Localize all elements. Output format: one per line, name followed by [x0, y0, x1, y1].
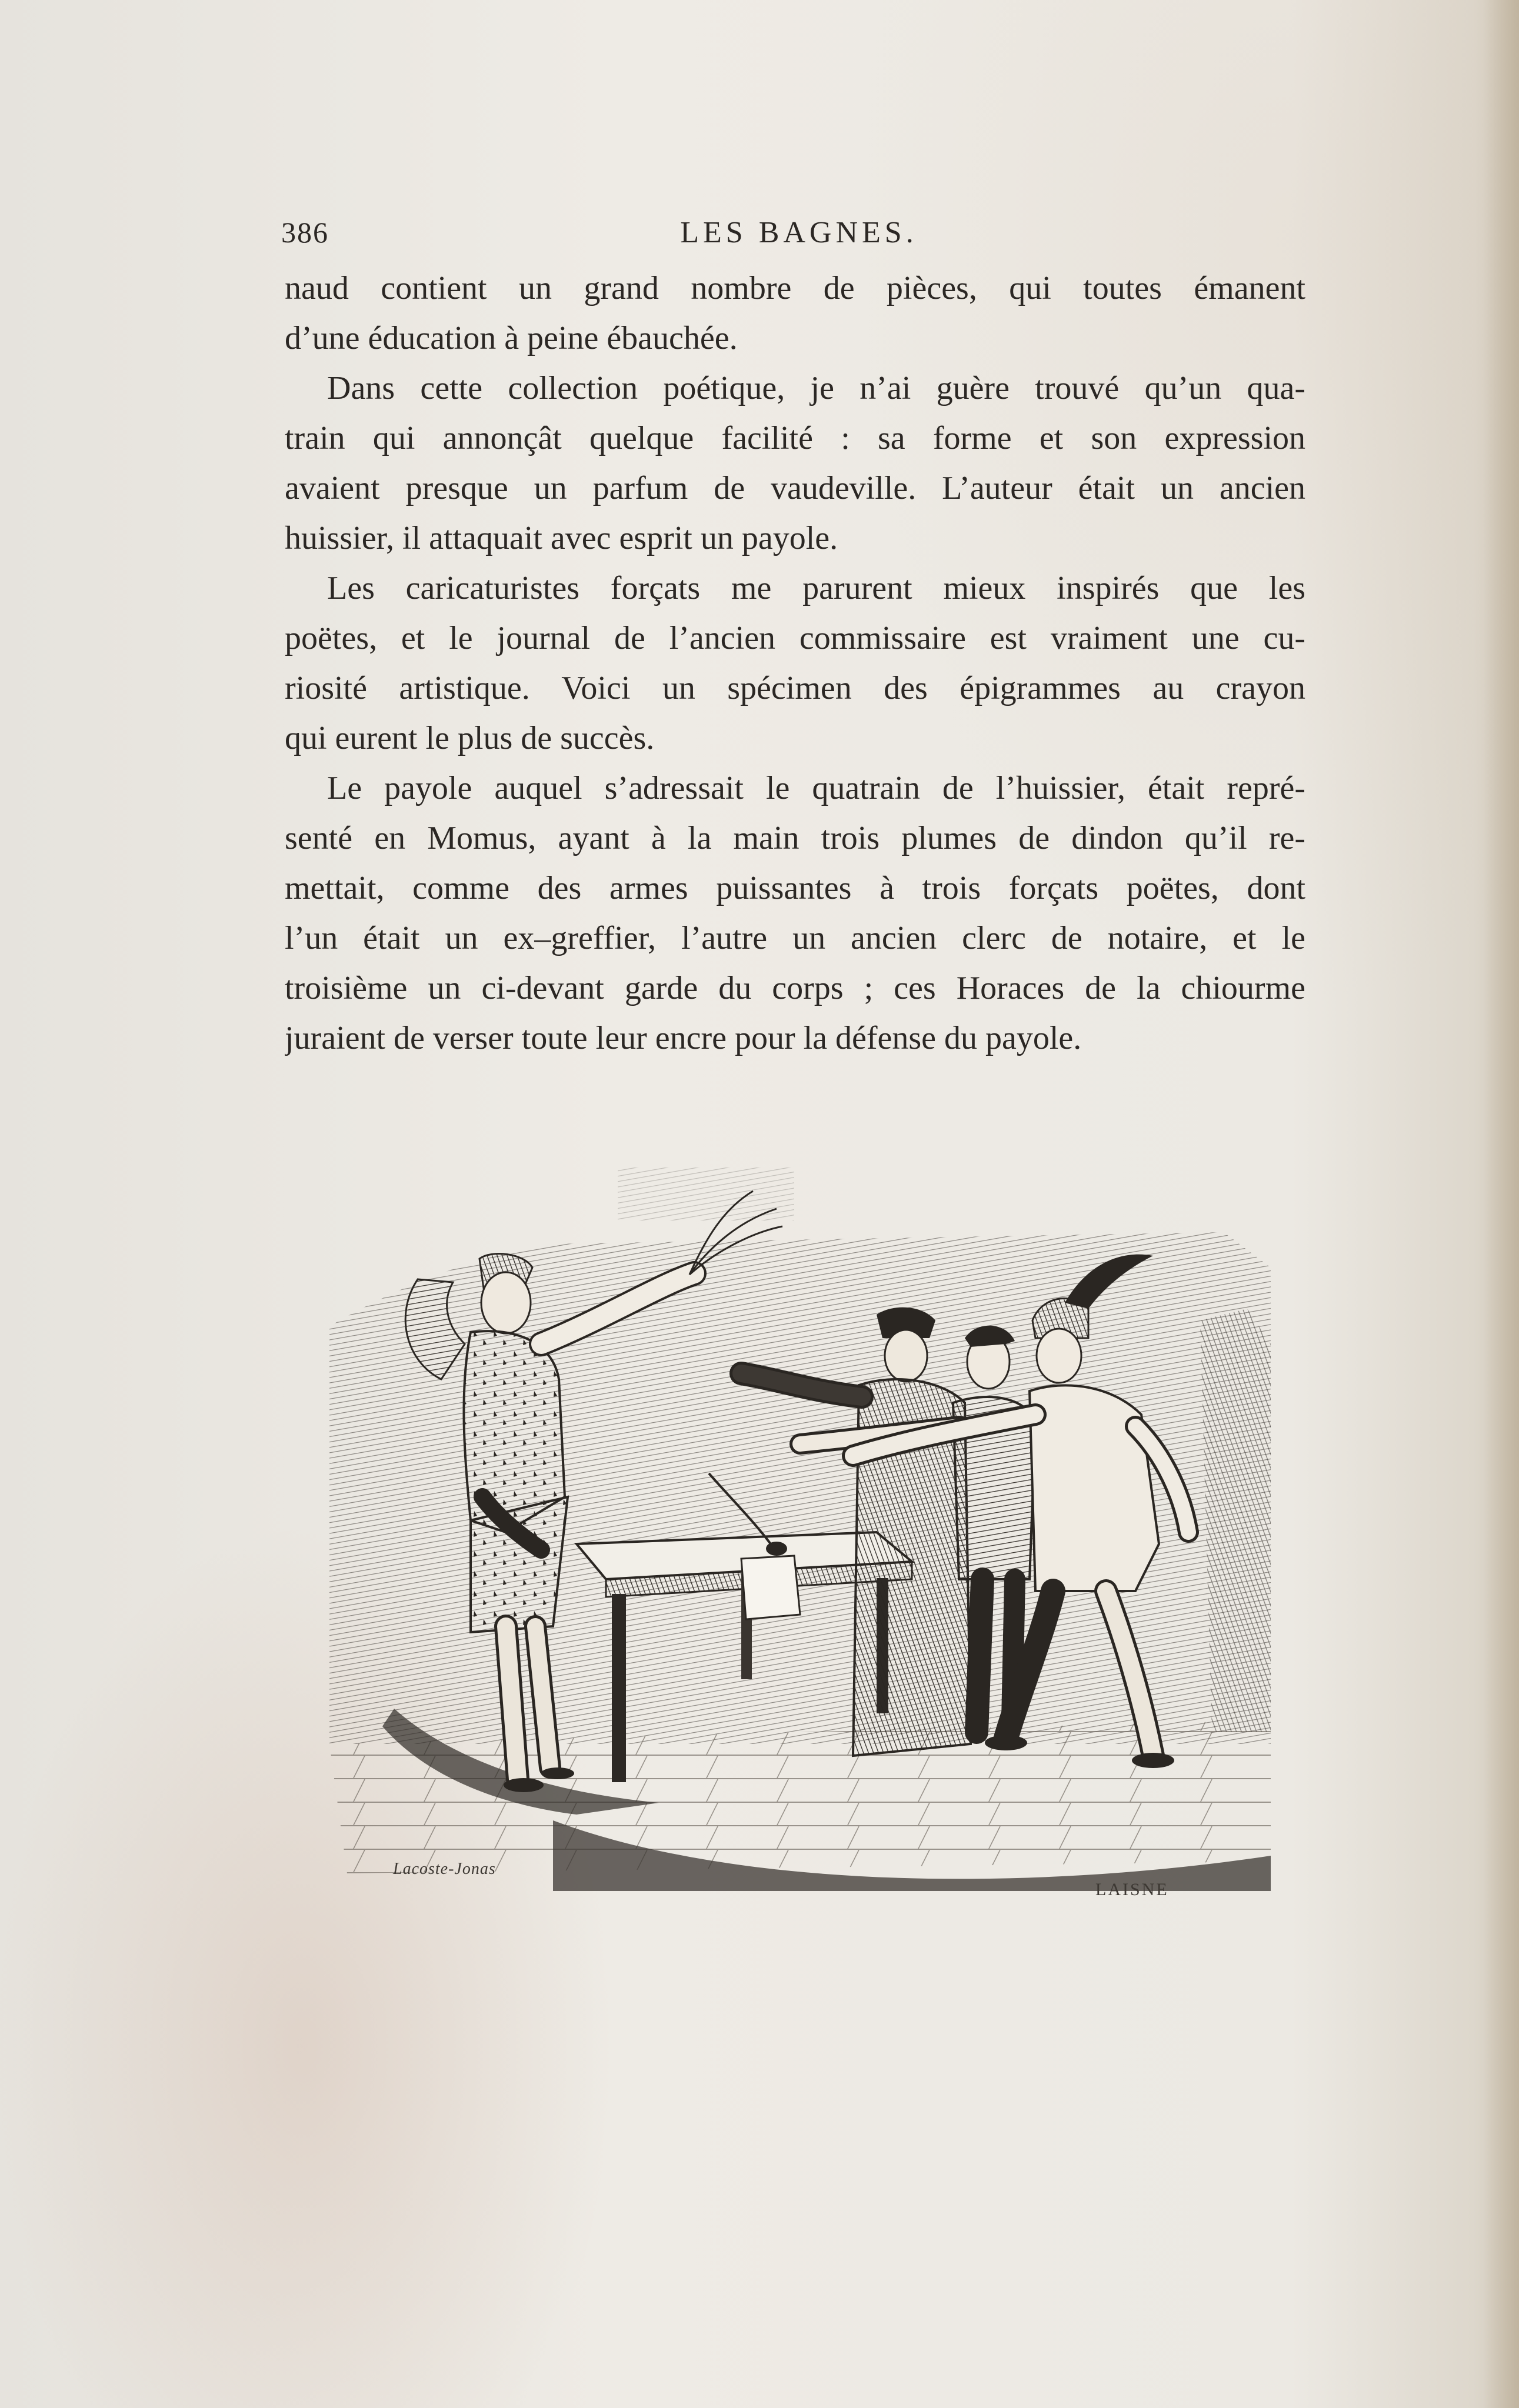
text-line: mettait, comme des armes puissantes à trois forçats poëtes, dont [285, 870, 1305, 906]
text-line: naud contient un grand nombre de pièces, qui toutes émanent [285, 270, 1305, 306]
text-line: senté en Momus, ayant à la main trois plumes de dindon qu’il re- [285, 820, 1305, 856]
page-edge-shadow [1484, 0, 1519, 2408]
text-line: l’un était un ex–greffier, l’autre un ancien clerc de notaire, et le [285, 920, 1305, 956]
text-line: huissier, il attaquait avec esprit un payole. [285, 520, 838, 556]
text-line: qui eurent le plus de succès. [285, 720, 655, 756]
engraver-signature: Lacoste-Jonas [393, 1860, 496, 1878]
text-line: juraient de verser toute leur encre pour la défense du payole. [285, 1020, 1082, 1056]
engraving-illustration [329, 1168, 1271, 1915]
text-line: Les caricaturistes forçats me parurent mieux inspirés que les [327, 570, 1305, 606]
page-number: 386 [281, 216, 329, 249]
text-line: avaient presque un parfum de vaudeville. L’auteur était un ancien [285, 470, 1305, 506]
artist-signature: LAISNE [1095, 1880, 1169, 1899]
body-text [285, 264, 1305, 1063]
text-line: Dans cette collection poétique, je n’ai guère trouvé qu’un qua- [327, 370, 1305, 406]
text-line: troisième un ci-devant garde du corps ; ces Horaces de la chiourme [285, 970, 1305, 1006]
running-title: LES BAGNES. [680, 216, 918, 249]
text-line: riosité artistique. Voici un spécimen des épigrammes au crayon [285, 670, 1305, 706]
text-line: d’une éducation à peine ébauchée. [285, 320, 738, 356]
running-head [281, 213, 1317, 254]
text-line: train qui annonçât quelque facilité : sa forme et son expression [285, 420, 1305, 456]
text-line: Le payole auquel s’adressait le quatrain de l’huissier, était repré- [327, 770, 1305, 806]
text-line: poëtes, et le journal de l’ancien commissaire est vraiment une cu- [285, 620, 1305, 656]
